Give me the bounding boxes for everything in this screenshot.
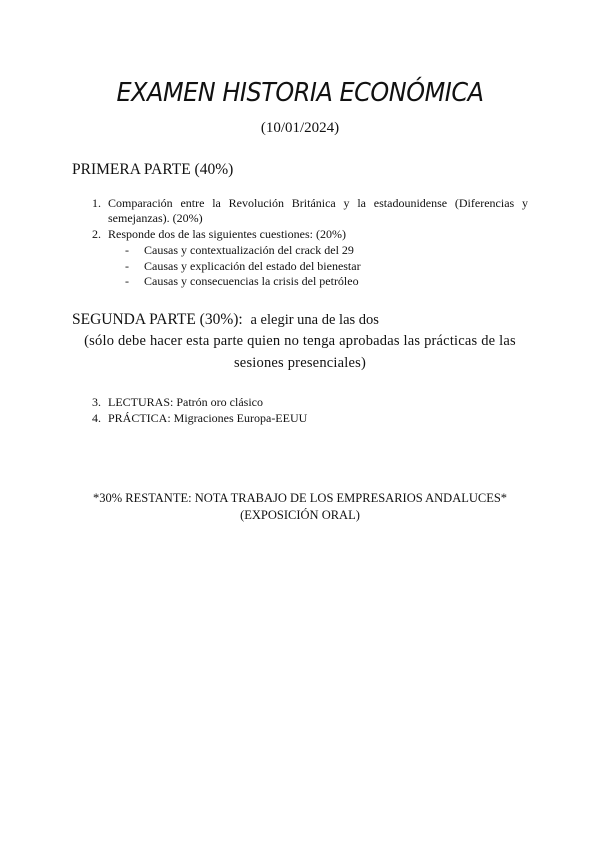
item-number: 4.	[92, 410, 101, 425]
list-item	[92, 411, 307, 427]
part2-heading: SEGUNDA PARTE (30%):	[72, 311, 243, 328]
sub-item-text: Causas y consecuencias la crisis del petróleo	[144, 274, 359, 289]
dash-bullet: -	[125, 274, 129, 289]
part1-list	[92, 196, 528, 290]
dash-bullet: -	[125, 243, 129, 257]
sub-list	[92, 243, 528, 290]
item-number: 1.	[92, 196, 101, 210]
dash-bullet: -	[125, 258, 129, 273]
footer-line-2: (EXPOSICIÓN ORAL)	[240, 508, 360, 522]
sub-item-text: Causas y contextualización del crack del 29	[144, 243, 354, 257]
exam-title: EXAMEN HISTORIA ECONÓMICA	[116, 78, 484, 108]
part2-list	[92, 395, 307, 426]
item-text: LECTURAS: Patrón oro clásico	[108, 395, 263, 409]
part1-heading: PRIMERA PARTE (40%)	[72, 161, 234, 178]
list-item	[92, 227, 528, 242]
footer-note	[0, 490, 600, 524]
sub-list-item	[92, 274, 528, 290]
sub-item-text: Causas y explicación del estado del bienestar	[144, 258, 361, 273]
item-number: 2.	[92, 227, 101, 241]
list-item	[92, 395, 307, 411]
item-number: 3.	[92, 395, 101, 409]
part2-heading-line	[72, 311, 379, 329]
list-item	[92, 196, 528, 226]
sub-list-item	[92, 243, 528, 259]
item-text: PRÁCTICA: Migraciones Europa-EEUU	[108, 410, 308, 425]
part2-choice: a elegir una de las dos	[250, 312, 379, 328]
item-text: Responde dos de las siguientes cuestiones: (20%)	[108, 227, 346, 241]
part2-note: (sólo debe hacer esta parte quien no tenga aprobadas las prácticas de las sesiones presenciales)	[84, 333, 516, 371]
item-text: Comparación entre la Revolución Británica y la estadounidense (Diferencias y semejanzas). (20%)	[108, 196, 528, 225]
exam-date: (10/01/2024)	[260, 120, 340, 136]
sub-list-item	[92, 259, 528, 275]
footer-line-1: *30% RESTANTE: NOTA TRABAJO DE LOS EMPRESARIOS ANDALUCES*	[92, 491, 508, 505]
